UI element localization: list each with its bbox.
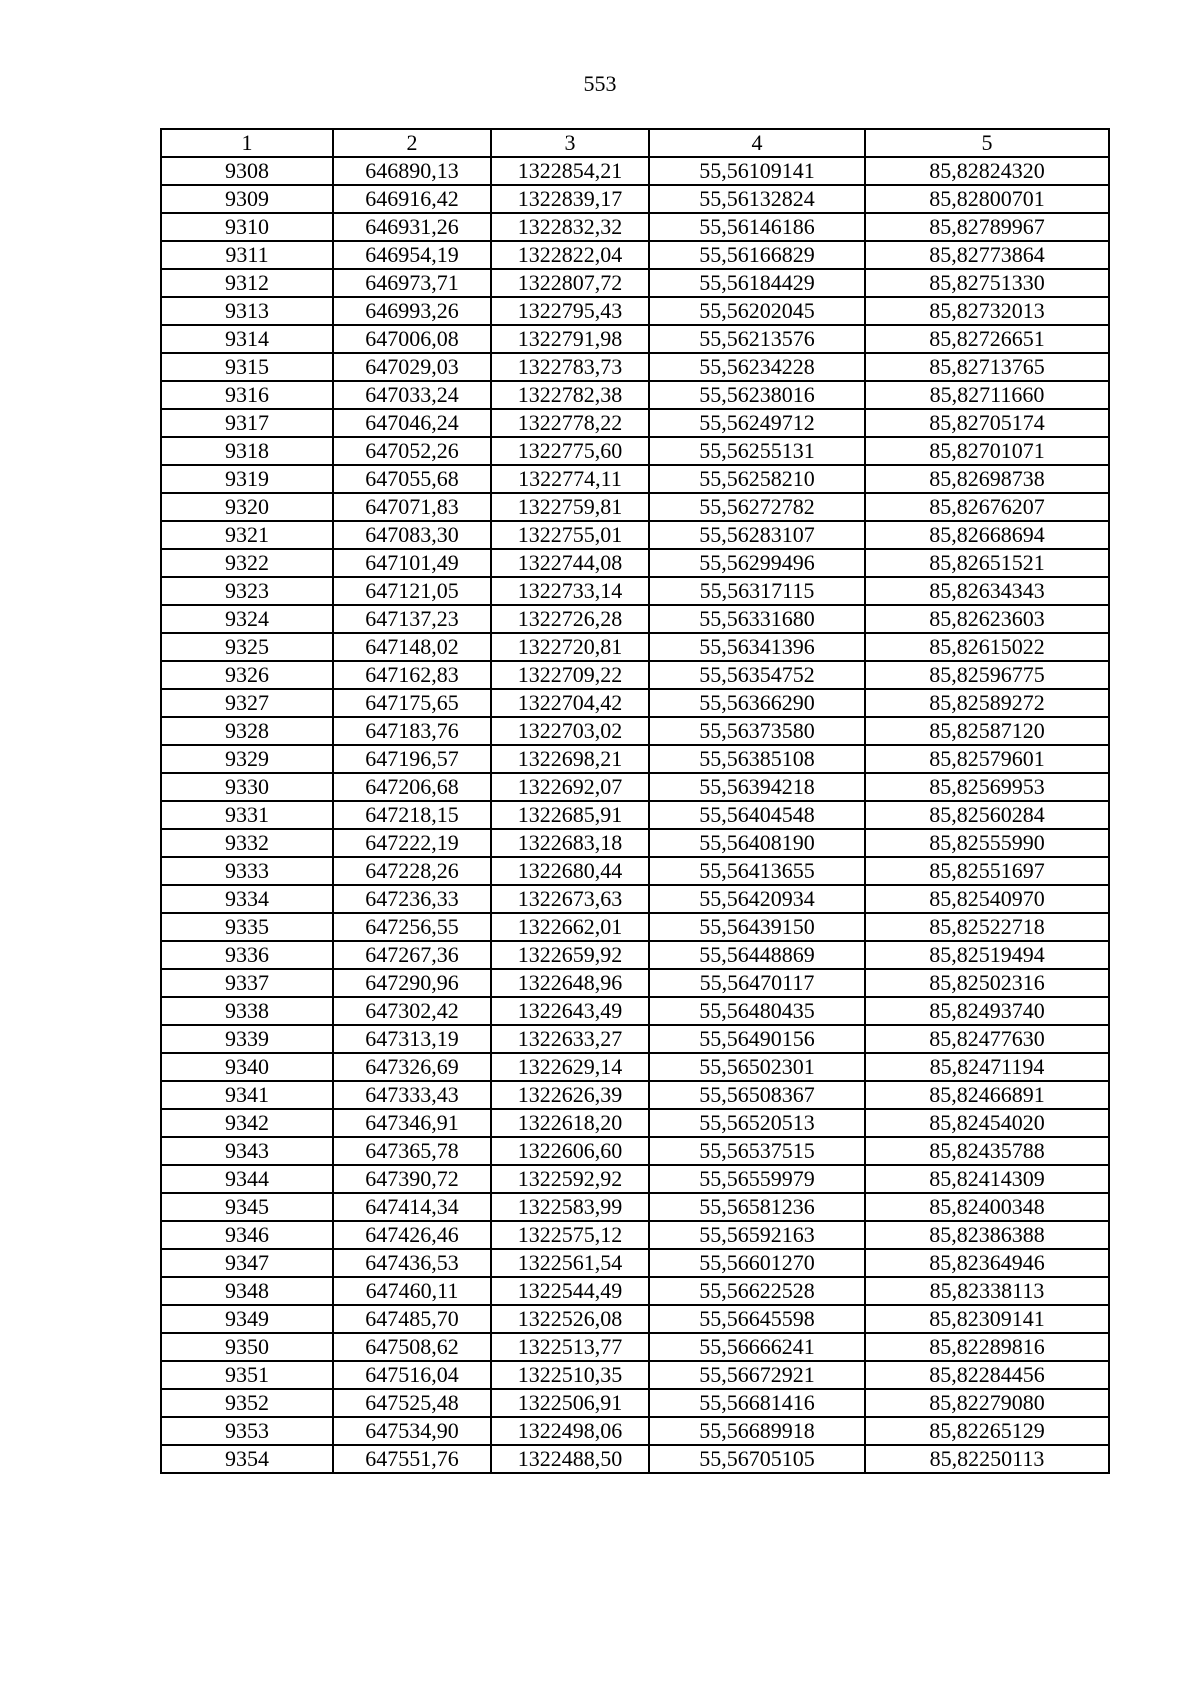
y-coordinate-cell: 1322795,43 [491, 297, 649, 325]
table-row [161, 885, 1109, 913]
longitude-cell: 85,82579601 [865, 745, 1109, 773]
latitude-cell: 55,56581236 [649, 1193, 865, 1221]
x-coordinate-cell: 646931,26 [333, 213, 491, 241]
y-coordinate-cell: 1322618,20 [491, 1109, 649, 1137]
point-number-cell: 9330 [161, 773, 333, 801]
header-cell-4: 4 [649, 129, 865, 157]
longitude-cell: 85,82414309 [865, 1165, 1109, 1193]
y-coordinate-cell: 1322498,06 [491, 1417, 649, 1445]
point-number-cell: 9317 [161, 409, 333, 437]
table-row [161, 1305, 1109, 1333]
longitude-cell: 85,82726651 [865, 325, 1109, 353]
y-coordinate-cell: 1322659,92 [491, 941, 649, 969]
table-row [161, 829, 1109, 857]
longitude-cell: 85,82454020 [865, 1109, 1109, 1137]
latitude-cell: 55,56502301 [649, 1053, 865, 1081]
longitude-cell: 85,82615022 [865, 633, 1109, 661]
table-row [161, 997, 1109, 1025]
y-coordinate-cell: 1322685,91 [491, 801, 649, 829]
table-row [161, 717, 1109, 745]
y-coordinate-cell: 1322854,21 [491, 157, 649, 185]
x-coordinate-cell: 646954,19 [333, 241, 491, 269]
longitude-cell: 85,82789967 [865, 213, 1109, 241]
x-coordinate-cell: 647326,69 [333, 1053, 491, 1081]
x-coordinate-cell: 647290,96 [333, 969, 491, 997]
table-row [161, 549, 1109, 577]
longitude-cell: 85,82284456 [865, 1361, 1109, 1389]
page-number: 553 [583, 71, 617, 96]
longitude-cell: 85,82751330 [865, 269, 1109, 297]
y-coordinate-cell: 1322561,54 [491, 1249, 649, 1277]
x-coordinate-cell: 647534,90 [333, 1417, 491, 1445]
point-number-cell: 9312 [161, 269, 333, 297]
x-coordinate-cell: 647333,43 [333, 1081, 491, 1109]
point-number-cell: 9333 [161, 857, 333, 885]
table-row [161, 605, 1109, 633]
x-coordinate-cell: 647029,03 [333, 353, 491, 381]
latitude-cell: 55,56470117 [649, 969, 865, 997]
point-number-cell: 9337 [161, 969, 333, 997]
y-coordinate-cell: 1322822,04 [491, 241, 649, 269]
y-coordinate-cell: 1322704,42 [491, 689, 649, 717]
x-coordinate-cell: 647460,11 [333, 1277, 491, 1305]
table-row [161, 297, 1109, 325]
longitude-cell: 85,82634343 [865, 577, 1109, 605]
latitude-cell: 55,56249712 [649, 409, 865, 437]
point-number-cell: 9351 [161, 1361, 333, 1389]
point-number-cell: 9315 [161, 353, 333, 381]
point-number-cell: 9340 [161, 1053, 333, 1081]
longitude-cell: 85,82522718 [865, 913, 1109, 941]
latitude-cell: 55,56404548 [649, 801, 865, 829]
longitude-cell: 85,82705174 [865, 409, 1109, 437]
table-row [161, 1389, 1109, 1417]
y-coordinate-cell: 1322526,08 [491, 1305, 649, 1333]
point-number-cell: 9339 [161, 1025, 333, 1053]
point-number-cell: 9318 [161, 437, 333, 465]
longitude-cell: 85,82309141 [865, 1305, 1109, 1333]
longitude-cell: 85,82773864 [865, 241, 1109, 269]
latitude-cell: 55,56317115 [649, 577, 865, 605]
longitude-cell: 85,82338113 [865, 1277, 1109, 1305]
latitude-cell: 55,56373580 [649, 717, 865, 745]
point-number-cell: 9336 [161, 941, 333, 969]
latitude-cell: 55,56520513 [649, 1109, 865, 1137]
y-coordinate-cell: 1322544,49 [491, 1277, 649, 1305]
table-row [161, 1025, 1109, 1053]
point-number-cell: 9346 [161, 1221, 333, 1249]
y-coordinate-cell: 1322488,50 [491, 1445, 649, 1473]
latitude-cell: 55,56413655 [649, 857, 865, 885]
longitude-cell: 85,82711660 [865, 381, 1109, 409]
table-row [161, 1249, 1109, 1277]
y-coordinate-cell: 1322791,98 [491, 325, 649, 353]
latitude-cell: 55,56385108 [649, 745, 865, 773]
longitude-cell: 85,82551697 [865, 857, 1109, 885]
latitude-cell: 55,56480435 [649, 997, 865, 1025]
y-coordinate-cell: 1322592,92 [491, 1165, 649, 1193]
table-row [161, 353, 1109, 381]
latitude-cell: 55,56601270 [649, 1249, 865, 1277]
point-number-cell: 9320 [161, 493, 333, 521]
table-row [161, 521, 1109, 549]
latitude-cell: 55,56146186 [649, 213, 865, 241]
table-row [161, 857, 1109, 885]
y-coordinate-cell: 1322720,81 [491, 633, 649, 661]
latitude-cell: 55,56689918 [649, 1417, 865, 1445]
table-row [161, 941, 1109, 969]
x-coordinate-cell: 647083,30 [333, 521, 491, 549]
longitude-cell: 85,82279080 [865, 1389, 1109, 1417]
x-coordinate-cell: 647218,15 [333, 801, 491, 829]
latitude-cell: 55,56283107 [649, 521, 865, 549]
table-row [161, 1361, 1109, 1389]
y-coordinate-cell: 1322648,96 [491, 969, 649, 997]
point-number-cell: 9338 [161, 997, 333, 1025]
y-coordinate-cell: 1322662,01 [491, 913, 649, 941]
table-row [161, 241, 1109, 269]
y-coordinate-cell: 1322759,81 [491, 493, 649, 521]
x-coordinate-cell: 647148,02 [333, 633, 491, 661]
table-row [161, 157, 1109, 185]
point-number-cell: 9329 [161, 745, 333, 773]
x-coordinate-cell: 647228,26 [333, 857, 491, 885]
point-number-cell: 9308 [161, 157, 333, 185]
point-number-cell: 9314 [161, 325, 333, 353]
point-number-cell: 9325 [161, 633, 333, 661]
header-cell-3: 3 [491, 129, 649, 157]
y-coordinate-cell: 1322774,11 [491, 465, 649, 493]
x-coordinate-cell: 647365,78 [333, 1137, 491, 1165]
point-number-cell: 9309 [161, 185, 333, 213]
y-coordinate-cell: 1322783,73 [491, 353, 649, 381]
point-number-cell: 9311 [161, 241, 333, 269]
longitude-cell: 85,82569953 [865, 773, 1109, 801]
longitude-cell: 85,82676207 [865, 493, 1109, 521]
longitude-cell: 85,82560284 [865, 801, 1109, 829]
y-coordinate-cell: 1322643,49 [491, 997, 649, 1025]
y-coordinate-cell: 1322698,21 [491, 745, 649, 773]
x-coordinate-cell: 647206,68 [333, 773, 491, 801]
y-coordinate-cell: 1322709,22 [491, 661, 649, 689]
point-number-cell: 9344 [161, 1165, 333, 1193]
point-number-cell: 9350 [161, 1333, 333, 1361]
longitude-cell: 85,82824320 [865, 157, 1109, 185]
table-row [161, 661, 1109, 689]
x-coordinate-cell: 647516,04 [333, 1361, 491, 1389]
longitude-cell: 85,82596775 [865, 661, 1109, 689]
y-coordinate-cell: 1322778,22 [491, 409, 649, 437]
latitude-cell: 55,56366290 [649, 689, 865, 717]
y-coordinate-cell: 1322673,63 [491, 885, 649, 913]
table-row [161, 745, 1109, 773]
coordinates-table [160, 128, 1110, 1474]
longitude-cell: 85,82250113 [865, 1445, 1109, 1473]
header-cell-2: 2 [333, 129, 491, 157]
x-coordinate-cell: 647055,68 [333, 465, 491, 493]
longitude-cell: 85,82435788 [865, 1137, 1109, 1165]
longitude-cell: 85,82701071 [865, 437, 1109, 465]
longitude-cell: 85,82587120 [865, 717, 1109, 745]
x-coordinate-cell: 647508,62 [333, 1333, 491, 1361]
longitude-cell: 85,82713765 [865, 353, 1109, 381]
longitude-cell: 85,82265129 [865, 1417, 1109, 1445]
longitude-cell: 85,82800701 [865, 185, 1109, 213]
table-row [161, 1417, 1109, 1445]
latitude-cell: 55,56299496 [649, 549, 865, 577]
point-number-cell: 9345 [161, 1193, 333, 1221]
table-row [161, 801, 1109, 829]
point-number-cell: 9319 [161, 465, 333, 493]
longitude-cell: 85,82400348 [865, 1193, 1109, 1221]
latitude-cell: 55,56234228 [649, 353, 865, 381]
latitude-cell: 55,56420934 [649, 885, 865, 913]
table-row [161, 325, 1109, 353]
y-coordinate-cell: 1322513,77 [491, 1333, 649, 1361]
point-number-cell: 9326 [161, 661, 333, 689]
x-coordinate-cell: 647052,26 [333, 437, 491, 465]
table-row [161, 381, 1109, 409]
latitude-cell: 55,56258210 [649, 465, 865, 493]
y-coordinate-cell: 1322575,12 [491, 1221, 649, 1249]
x-coordinate-cell: 647551,76 [333, 1445, 491, 1473]
table-row [161, 577, 1109, 605]
point-number-cell: 9341 [161, 1081, 333, 1109]
latitude-cell: 55,56394218 [649, 773, 865, 801]
point-number-cell: 9348 [161, 1277, 333, 1305]
table-row [161, 1109, 1109, 1137]
x-coordinate-cell: 647256,55 [333, 913, 491, 941]
y-coordinate-cell: 1322606,60 [491, 1137, 649, 1165]
table-row [161, 1277, 1109, 1305]
table-row [161, 1137, 1109, 1165]
table-row [161, 1221, 1109, 1249]
longitude-cell: 85,82519494 [865, 941, 1109, 969]
x-coordinate-cell: 647137,23 [333, 605, 491, 633]
x-coordinate-cell: 647236,33 [333, 885, 491, 913]
y-coordinate-cell: 1322692,07 [491, 773, 649, 801]
point-number-cell: 9313 [161, 297, 333, 325]
y-coordinate-cell: 1322633,27 [491, 1025, 649, 1053]
x-coordinate-cell: 647525,48 [333, 1389, 491, 1417]
table-row [161, 1081, 1109, 1109]
latitude-cell: 55,56109141 [649, 157, 865, 185]
point-number-cell: 9349 [161, 1305, 333, 1333]
point-number-cell: 9347 [161, 1249, 333, 1277]
latitude-cell: 55,56645598 [649, 1305, 865, 1333]
x-coordinate-cell: 647121,05 [333, 577, 491, 605]
x-coordinate-cell: 646993,26 [333, 297, 491, 325]
header-cell-5: 5 [865, 129, 1109, 157]
latitude-cell: 55,56354752 [649, 661, 865, 689]
y-coordinate-cell: 1322775,60 [491, 437, 649, 465]
table-header [161, 129, 1109, 157]
longitude-cell: 85,82502316 [865, 969, 1109, 997]
table-row [161, 185, 1109, 213]
longitude-cell: 85,82364946 [865, 1249, 1109, 1277]
point-number-cell: 9324 [161, 605, 333, 633]
point-number-cell: 9322 [161, 549, 333, 577]
y-coordinate-cell: 1322680,44 [491, 857, 649, 885]
x-coordinate-cell: 647196,57 [333, 745, 491, 773]
longitude-cell: 85,82289816 [865, 1333, 1109, 1361]
latitude-cell: 55,56681416 [649, 1389, 865, 1417]
table-row [161, 1165, 1109, 1193]
x-coordinate-cell: 647426,46 [333, 1221, 491, 1249]
point-number-cell: 9343 [161, 1137, 333, 1165]
x-coordinate-cell: 647302,42 [333, 997, 491, 1025]
table-row [161, 689, 1109, 717]
x-coordinate-cell: 646973,71 [333, 269, 491, 297]
x-coordinate-cell: 647267,36 [333, 941, 491, 969]
point-number-cell: 9353 [161, 1417, 333, 1445]
longitude-cell: 85,82589272 [865, 689, 1109, 717]
latitude-cell: 55,56622528 [649, 1277, 865, 1305]
table-row [161, 465, 1109, 493]
x-coordinate-cell: 647101,49 [333, 549, 491, 577]
table-row [161, 969, 1109, 997]
table-row [161, 213, 1109, 241]
point-number-cell: 9331 [161, 801, 333, 829]
x-coordinate-cell: 647162,83 [333, 661, 491, 689]
y-coordinate-cell: 1322506,91 [491, 1389, 649, 1417]
latitude-cell: 55,56184429 [649, 269, 865, 297]
table-row [161, 633, 1109, 661]
y-coordinate-cell: 1322510,35 [491, 1361, 649, 1389]
latitude-cell: 55,56408190 [649, 829, 865, 857]
x-coordinate-cell: 647183,76 [333, 717, 491, 745]
table-row [161, 409, 1109, 437]
x-coordinate-cell: 647071,83 [333, 493, 491, 521]
point-number-cell: 9327 [161, 689, 333, 717]
point-number-cell: 9323 [161, 577, 333, 605]
table-row [161, 773, 1109, 801]
x-coordinate-cell: 647346,91 [333, 1109, 491, 1137]
latitude-cell: 55,56213576 [649, 325, 865, 353]
point-number-cell: 9334 [161, 885, 333, 913]
y-coordinate-cell: 1322629,14 [491, 1053, 649, 1081]
y-coordinate-cell: 1322744,08 [491, 549, 649, 577]
table-row [161, 493, 1109, 521]
longitude-cell: 85,82732013 [865, 297, 1109, 325]
point-number-cell: 9310 [161, 213, 333, 241]
latitude-cell: 55,56202045 [649, 297, 865, 325]
latitude-cell: 55,56255131 [649, 437, 865, 465]
longitude-cell: 85,82651521 [865, 549, 1109, 577]
header-row [161, 129, 1109, 157]
longitude-cell: 85,82477630 [865, 1025, 1109, 1053]
latitude-cell: 55,56448869 [649, 941, 865, 969]
latitude-cell: 55,56672921 [649, 1361, 865, 1389]
x-coordinate-cell: 647313,19 [333, 1025, 491, 1053]
header-cell-1: 1 [161, 129, 333, 157]
longitude-cell: 85,82540970 [865, 885, 1109, 913]
table-row [161, 1053, 1109, 1081]
y-coordinate-cell: 1322626,39 [491, 1081, 649, 1109]
table-row [161, 1445, 1109, 1473]
longitude-cell: 85,82493740 [865, 997, 1109, 1025]
y-coordinate-cell: 1322755,01 [491, 521, 649, 549]
point-number-cell: 9335 [161, 913, 333, 941]
x-coordinate-cell: 646890,13 [333, 157, 491, 185]
longitude-cell: 85,82698738 [865, 465, 1109, 493]
y-coordinate-cell: 1322683,18 [491, 829, 649, 857]
longitude-cell: 85,82668694 [865, 521, 1109, 549]
y-coordinate-cell: 1322703,02 [491, 717, 649, 745]
latitude-cell: 55,56666241 [649, 1333, 865, 1361]
x-coordinate-cell: 647436,53 [333, 1249, 491, 1277]
x-coordinate-cell: 646916,42 [333, 185, 491, 213]
y-coordinate-cell: 1322583,99 [491, 1193, 649, 1221]
y-coordinate-cell: 1322807,72 [491, 269, 649, 297]
point-number-cell: 9321 [161, 521, 333, 549]
y-coordinate-cell: 1322726,28 [491, 605, 649, 633]
latitude-cell: 55,56238016 [649, 381, 865, 409]
table-row [161, 1333, 1109, 1361]
longitude-cell: 85,82623603 [865, 605, 1109, 633]
table-body [161, 157, 1109, 1473]
latitude-cell: 55,56592163 [649, 1221, 865, 1249]
x-coordinate-cell: 647222,19 [333, 829, 491, 857]
longitude-cell: 85,82555990 [865, 829, 1109, 857]
x-coordinate-cell: 647485,70 [333, 1305, 491, 1333]
y-coordinate-cell: 1322733,14 [491, 577, 649, 605]
table-row [161, 1193, 1109, 1221]
latitude-cell: 55,56272782 [649, 493, 865, 521]
table-row [161, 913, 1109, 941]
longitude-cell: 85,82386388 [865, 1221, 1109, 1249]
point-number-cell: 9354 [161, 1445, 333, 1473]
latitude-cell: 55,56166829 [649, 241, 865, 269]
longitude-cell: 85,82471194 [865, 1053, 1109, 1081]
x-coordinate-cell: 647006,08 [333, 325, 491, 353]
latitude-cell: 55,56331680 [649, 605, 865, 633]
latitude-cell: 55,56341396 [649, 633, 865, 661]
point-number-cell: 9316 [161, 381, 333, 409]
latitude-cell: 55,56705105 [649, 1445, 865, 1473]
longitude-cell: 85,82466891 [865, 1081, 1109, 1109]
point-number-cell: 9352 [161, 1389, 333, 1417]
latitude-cell: 55,56559979 [649, 1165, 865, 1193]
latitude-cell: 55,56439150 [649, 913, 865, 941]
table-row [161, 269, 1109, 297]
point-number-cell: 9328 [161, 717, 333, 745]
x-coordinate-cell: 647046,24 [333, 409, 491, 437]
latitude-cell: 55,56537515 [649, 1137, 865, 1165]
x-coordinate-cell: 647414,34 [333, 1193, 491, 1221]
x-coordinate-cell: 647033,24 [333, 381, 491, 409]
point-number-cell: 9332 [161, 829, 333, 857]
point-number-cell: 9342 [161, 1109, 333, 1137]
x-coordinate-cell: 647175,65 [333, 689, 491, 717]
y-coordinate-cell: 1322832,32 [491, 213, 649, 241]
latitude-cell: 55,56132824 [649, 185, 865, 213]
x-coordinate-cell: 647390,72 [333, 1165, 491, 1193]
latitude-cell: 55,56508367 [649, 1081, 865, 1109]
table-row [161, 437, 1109, 465]
latitude-cell: 55,56490156 [649, 1025, 865, 1053]
y-coordinate-cell: 1322782,38 [491, 381, 649, 409]
y-coordinate-cell: 1322839,17 [491, 185, 649, 213]
